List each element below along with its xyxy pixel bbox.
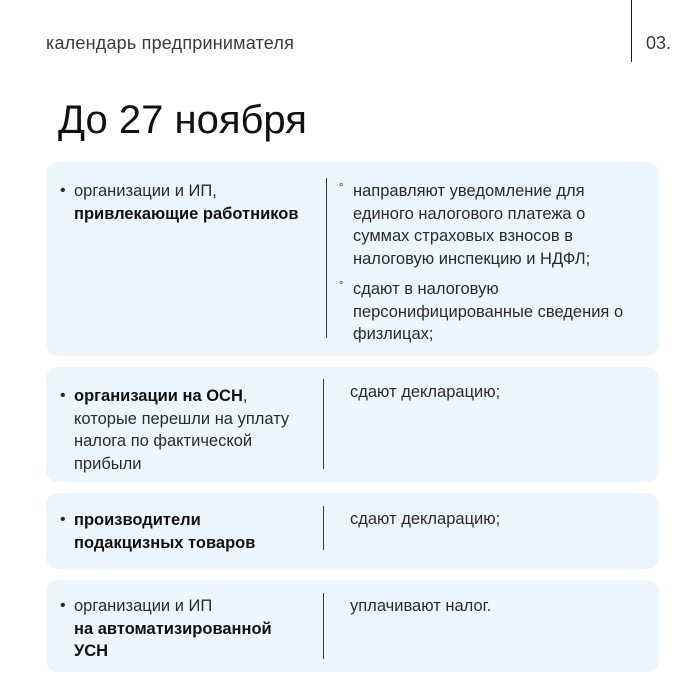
subject-bold: привлекающие работников <box>74 204 299 223</box>
circle-bullet-icon: ° <box>339 182 344 194</box>
page-title: До 27 ноября <box>58 98 307 142</box>
card-left-text <box>60 509 274 554</box>
card-divider <box>323 593 324 659</box>
card-osn <box>46 367 659 482</box>
bullet-icon: • <box>60 597 66 614</box>
bullet-icon: • <box>60 511 66 528</box>
subject-rest: , которые перешли на уплату налога по фактической прибыли <box>74 387 290 473</box>
header-divider <box>631 0 632 62</box>
subject-bold: на автоматизированной УСН <box>74 619 272 660</box>
circle-bullet-icon: ° <box>339 280 344 292</box>
subject-bold: организации на ОСН <box>74 387 243 405</box>
card-excise <box>46 493 659 569</box>
card-right-text: сдают декларацию; <box>350 383 501 401</box>
page-number: 03. <box>646 33 672 53</box>
subject-bold: производители подакцизных товаров <box>74 511 256 552</box>
card-divider <box>323 506 324 550</box>
card-left-text <box>60 385 314 475</box>
card-divider <box>326 178 327 338</box>
card-right-text: уплачивают налог. <box>350 597 492 615</box>
card-ausn <box>46 580 659 672</box>
card-left-text <box>60 595 289 663</box>
subject-line: организации и ИП, <box>74 182 217 200</box>
card-right-text: сдают декларацию; <box>350 510 501 528</box>
card-divider <box>323 379 324 469</box>
header-title: календарь предпринимателя <box>46 33 295 53</box>
bullet-icon: • <box>60 387 66 404</box>
card-employers <box>46 162 659 356</box>
sub-list-item <box>339 180 639 270</box>
bullet-icon: • <box>60 182 66 199</box>
sub-list-item <box>339 278 639 346</box>
subject-line: организации и ИП <box>74 597 213 615</box>
sub-item-text: направляют уведомление для единого налогового платежа о суммах страховых взносов в налоговую инспекцию и НДФЛ; <box>353 182 591 268</box>
card-right-list <box>339 180 639 354</box>
sub-item-text: сдают в налоговую персонифицированные сведения о физлицах; <box>353 280 624 343</box>
card-left-text <box>60 180 322 225</box>
